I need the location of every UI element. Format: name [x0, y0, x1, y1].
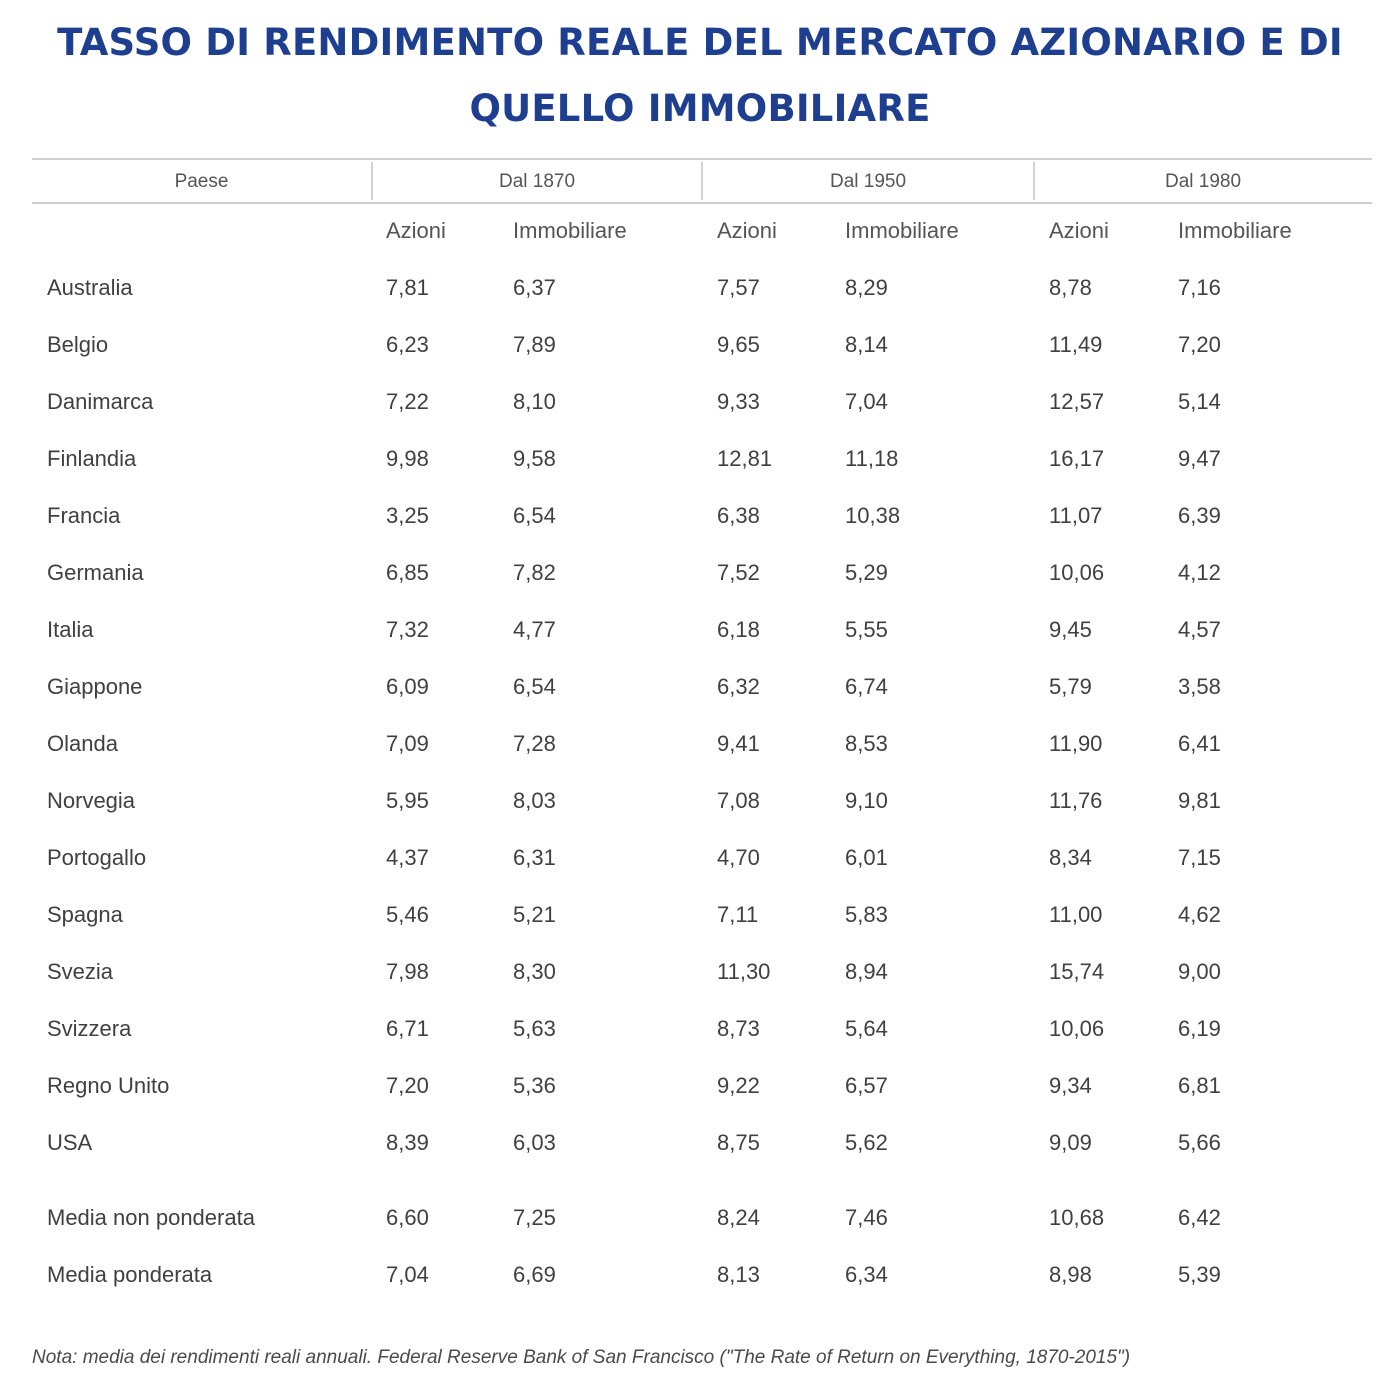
table-cell: 3,58 [1178, 674, 1221, 699]
row-country-label: Media non ponderata [47, 1205, 255, 1230]
table-cell: 7,89 [513, 332, 556, 357]
row-country-label: Olanda [47, 731, 118, 756]
period-header-1950: Dal 1950 [829, 171, 907, 192]
table-cell: 8,10 [513, 389, 556, 414]
table-cell: 6,03 [513, 1130, 556, 1155]
table-cell: 7,52 [717, 560, 760, 585]
table-cell: 8,29 [845, 275, 888, 300]
table-cell: 11,76 [1049, 788, 1103, 813]
row-country-label: Italia [47, 617, 94, 642]
row-country-label: Australia [47, 275, 133, 300]
row-country-label: Svizzera [47, 1016, 132, 1041]
table-cell: 12,57 [1049, 389, 1105, 414]
table-cell: 4,37 [386, 845, 429, 870]
table-cell: 9,47 [1178, 446, 1221, 471]
row-country-label: USA [47, 1130, 93, 1155]
row-country-label: Svezia [47, 959, 114, 984]
table-cell: 6,74 [845, 674, 888, 699]
subheader-immobiliare-1980: Immobiliare [1178, 218, 1292, 243]
table-cell: 11,49 [1049, 332, 1103, 357]
table-cell: 11,07 [1049, 503, 1103, 528]
table-cell: 7,46 [845, 1205, 888, 1230]
table-cell: 4,70 [717, 845, 760, 870]
header-top-rule [32, 158, 1372, 160]
row-country-label: Finlandia [47, 446, 137, 471]
table-cell: 8,75 [717, 1130, 760, 1155]
row-country-label: Norvegia [47, 788, 136, 813]
row-country-label: Portogallo [47, 845, 147, 870]
row-country-label: Belgio [47, 332, 109, 357]
table-cell: 6,57 [845, 1073, 888, 1098]
table-cell: 6,34 [845, 1262, 888, 1287]
table-cell: 6,38 [717, 503, 760, 528]
row-country-label: Francia [47, 503, 121, 528]
table-cell: 9,09 [1049, 1130, 1092, 1155]
table-cell: 10,38 [845, 503, 901, 528]
table-cell: 9,00 [1178, 959, 1221, 984]
table-cell: 5,79 [1049, 674, 1092, 699]
table-cell: 8,94 [845, 959, 888, 984]
row-country-label: Media ponderata [47, 1262, 213, 1287]
table-cell: 5,95 [386, 788, 429, 813]
table-cell: 5,83 [845, 902, 888, 927]
table-cell: 4,57 [1178, 617, 1221, 642]
table-cell: 11,90 [1049, 731, 1103, 756]
table-cell: 5,39 [1178, 1262, 1221, 1287]
table-cell: 7,32 [386, 617, 429, 642]
table-cell: 6,32 [717, 674, 760, 699]
table-cell: 6,09 [386, 674, 429, 699]
table-cell: 8,73 [717, 1016, 760, 1041]
table-cell: 9,22 [717, 1073, 760, 1098]
subheader-azioni-1870: Azioni [386, 218, 446, 243]
table-cell: 5,64 [845, 1016, 888, 1041]
period-header-1980: Dal 1980 [1164, 171, 1242, 192]
footnote: Nota: media dei rendimenti reali annuali. Federal Reserve Bank of San Francisco ("The Rate of Return on Everything, 1870-2015") [32, 1347, 1131, 1368]
table-cell: 6,42 [1178, 1205, 1221, 1230]
row-country-label: Spagna [47, 902, 123, 927]
table-cell: 4,62 [1178, 902, 1221, 927]
table-cell: 4,77 [513, 617, 556, 642]
table-cell: 8,24 [717, 1205, 760, 1230]
table-cell: 9,65 [717, 332, 760, 357]
period-header-1870: Dal 1870 [498, 171, 576, 192]
table-cell: 7,98 [386, 959, 429, 984]
table-cell: 9,41 [717, 731, 760, 756]
table-cell: 8,13 [717, 1262, 760, 1287]
table-cell: 8,39 [386, 1130, 429, 1155]
table-cell: 7,82 [513, 560, 556, 585]
table-cell: 11,00 [1049, 902, 1103, 927]
table-cell: 3,25 [386, 503, 429, 528]
table-cell: 5,46 [386, 902, 429, 927]
table-cell: 6,18 [717, 617, 760, 642]
table-cell: 6,54 [513, 674, 556, 699]
table-cell: 8,03 [513, 788, 556, 813]
table-cell: 4,12 [1178, 560, 1221, 585]
table-cell: 10,06 [1049, 1016, 1105, 1041]
table-cell: 10,06 [1049, 560, 1105, 585]
table-cell: 6,85 [386, 560, 429, 585]
table-cell: 9,45 [1049, 617, 1092, 642]
row-country-label: Danimarca [47, 389, 154, 414]
table-cell: 10,68 [1049, 1205, 1105, 1230]
table-cell: 6,23 [386, 332, 429, 357]
title-line-2: QUELLO IMMOBILIARE [469, 87, 931, 130]
table-cell: 7,81 [386, 275, 429, 300]
table-cell: 5,36 [513, 1073, 556, 1098]
table-cell: 7,20 [386, 1073, 429, 1098]
table-cell: 15,74 [1049, 959, 1105, 984]
table-cell: 7,04 [845, 389, 888, 414]
table-cell: 6,39 [1178, 503, 1221, 528]
table-cell: 16,17 [1049, 446, 1105, 471]
table-cell: 6,37 [513, 275, 556, 300]
table-cell: 6,71 [386, 1016, 429, 1041]
subheader-immobiliare-1950: Immobiliare [845, 218, 959, 243]
table-cell: 8,34 [1049, 845, 1092, 870]
table-cell: 11,30 [717, 959, 771, 984]
row-country-label: Regno Unito [47, 1073, 170, 1098]
table-cell: 5,66 [1178, 1130, 1221, 1155]
table-cell: 8,14 [845, 332, 888, 357]
table-cell: 7,11 [717, 902, 759, 927]
title-line-1: TASSO DI RENDIMENTO REALE DEL MERCATO AZIONARIO E DI [57, 21, 1343, 64]
subheader-azioni-1950: Azioni [717, 218, 777, 243]
row-country-label: Giappone [47, 674, 143, 699]
table-cell: 9,33 [717, 389, 760, 414]
subheader-azioni-1980: Azioni [1049, 218, 1109, 243]
table-cell: 5,62 [845, 1130, 888, 1155]
table-cell: 5,55 [845, 617, 888, 642]
row-country-label: Germania [47, 560, 144, 585]
table-cell: 5,14 [1178, 389, 1221, 414]
table-cell: 12,81 [717, 446, 773, 471]
table-cell: 8,30 [513, 959, 556, 984]
table-cell: 6,31 [513, 845, 556, 870]
table-cell: 11,18 [845, 446, 899, 471]
table-cell: 5,21 [513, 902, 556, 927]
table-cell: 6,01 [845, 845, 888, 870]
table-cell: 6,19 [1178, 1016, 1221, 1041]
table-cell: 6,69 [513, 1262, 556, 1287]
country-column-header: Paese [174, 171, 229, 192]
table-cell: 7,22 [386, 389, 429, 414]
table-cell: 9,34 [1049, 1073, 1092, 1098]
table-cell: 7,28 [513, 731, 556, 756]
table-cell: 7,16 [1178, 275, 1221, 300]
table-cell: 9,58 [513, 446, 556, 471]
header-bottom-rule [32, 202, 1372, 204]
table-cell: 7,09 [386, 731, 429, 756]
table-cell: 9,10 [845, 788, 888, 813]
table-cell: 8,98 [1049, 1262, 1092, 1287]
table-cell: 9,98 [386, 446, 429, 471]
subheader-immobiliare-1870: Immobiliare [513, 218, 627, 243]
table-cell: 6,54 [513, 503, 556, 528]
table-cell: 5,63 [513, 1016, 556, 1041]
table-cell: 6,81 [1178, 1073, 1221, 1098]
table-cell: 8,78 [1049, 275, 1092, 300]
table-cell: 9,81 [1178, 788, 1221, 813]
page-title [0, 10, 1400, 142]
table-cell: 7,04 [386, 1262, 429, 1287]
table-cell: 6,60 [386, 1205, 429, 1230]
table-cell: 7,15 [1178, 845, 1221, 870]
table-cell: 5,29 [845, 560, 888, 585]
table-cell: 7,20 [1178, 332, 1221, 357]
table-cell: 8,53 [845, 731, 888, 756]
table-cell: 7,57 [717, 275, 760, 300]
table-cell: 7,25 [513, 1205, 556, 1230]
table-cell: 7,08 [717, 788, 760, 813]
table-cell: 6,41 [1178, 731, 1221, 756]
